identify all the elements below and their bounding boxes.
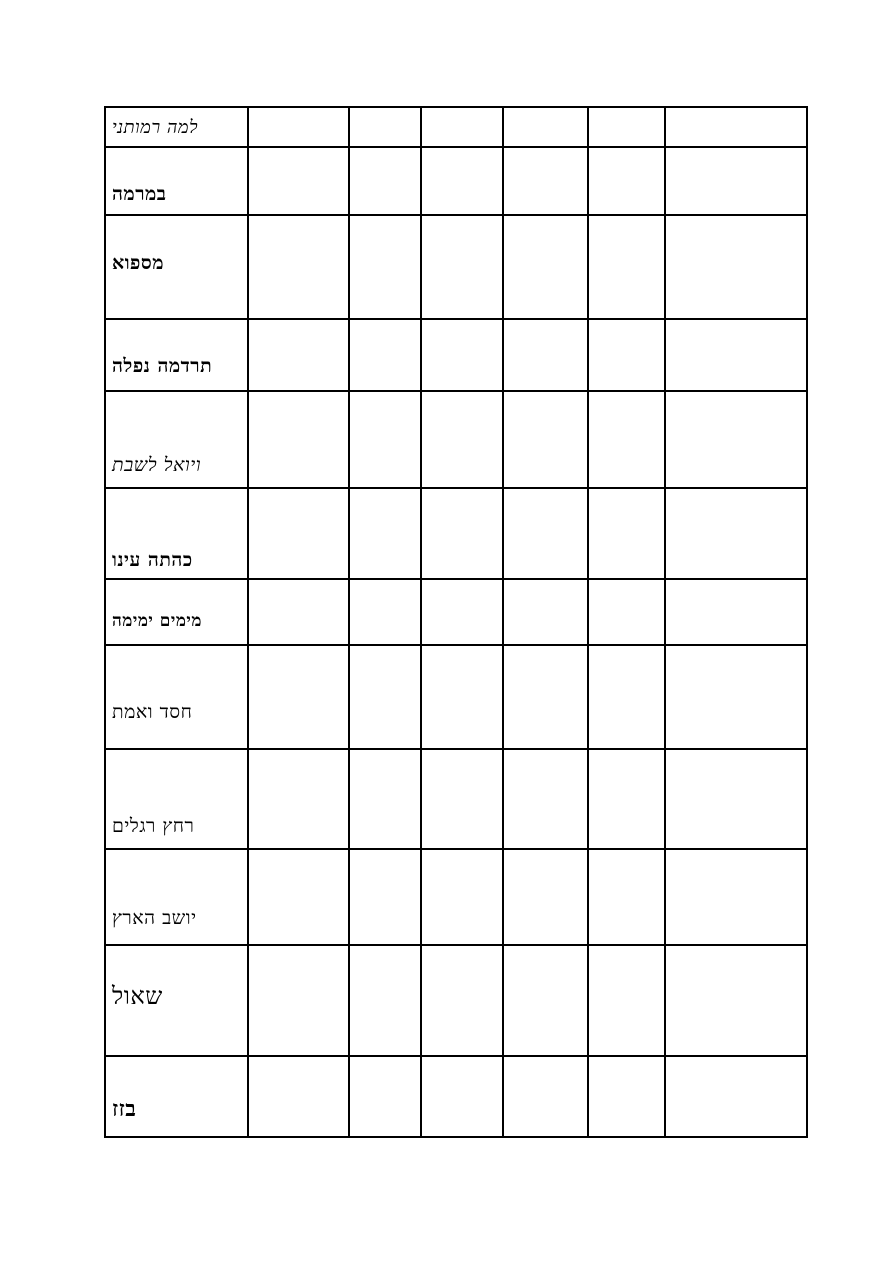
blank-cell[interactable] [349, 215, 421, 319]
blank-cell[interactable] [665, 391, 807, 488]
blank-cell[interactable] [665, 215, 807, 319]
blank-cell[interactable] [349, 645, 421, 749]
term-label: כהתה עינו [112, 549, 193, 571]
blank-cell[interactable] [248, 579, 349, 645]
blank-cell[interactable] [248, 849, 349, 945]
blank-cell[interactable] [665, 147, 807, 215]
vocabulary-table [104, 106, 808, 1138]
term-label: יושב הארץ [112, 907, 197, 929]
blank-cell[interactable] [421, 945, 503, 1056]
blank-cell[interactable] [665, 645, 807, 749]
blank-cell[interactable] [665, 488, 807, 579]
term-label: תרדמה נפלה [112, 355, 213, 377]
blank-cell[interactable] [503, 391, 588, 488]
blank-cell[interactable] [349, 579, 421, 645]
blank-cell[interactable] [248, 945, 349, 1056]
blank-cell[interactable] [248, 107, 349, 147]
blank-cell[interactable] [588, 488, 665, 579]
blank-cell[interactable] [421, 147, 503, 215]
term-cell [105, 645, 248, 749]
term-cell [105, 107, 248, 147]
blank-cell[interactable] [248, 749, 349, 849]
blank-cell[interactable] [503, 488, 588, 579]
blank-cell[interactable] [503, 849, 588, 945]
blank-cell[interactable] [665, 1056, 807, 1137]
blank-cell[interactable] [588, 107, 665, 147]
blank-cell[interactable] [503, 645, 588, 749]
term-label: בזז [112, 1096, 137, 1122]
blank-cell[interactable] [349, 945, 421, 1056]
table-row [105, 215, 807, 319]
blank-cell[interactable] [588, 319, 665, 391]
blank-cell[interactable] [503, 579, 588, 645]
term-cell [105, 945, 248, 1056]
term-cell [105, 391, 248, 488]
term-cell [105, 147, 248, 215]
term-label: ויואל לשבת [112, 454, 202, 476]
blank-cell[interactable] [248, 488, 349, 579]
table-row [105, 147, 807, 215]
blank-cell[interactable] [421, 579, 503, 645]
blank-cell[interactable] [503, 749, 588, 849]
blank-cell[interactable] [248, 215, 349, 319]
blank-cell[interactable] [421, 215, 503, 319]
term-label: מימים ימימה [112, 611, 202, 631]
blank-cell[interactable] [349, 488, 421, 579]
blank-cell[interactable] [421, 645, 503, 749]
table-row [105, 749, 807, 849]
worksheet [104, 106, 806, 1136]
blank-cell[interactable] [248, 645, 349, 749]
blank-cell[interactable] [421, 849, 503, 945]
table-row [105, 1056, 807, 1137]
term-cell [105, 579, 248, 645]
blank-cell[interactable] [421, 749, 503, 849]
table-row [105, 488, 807, 579]
blank-cell[interactable] [248, 319, 349, 391]
blank-cell[interactable] [503, 215, 588, 319]
blank-cell[interactable] [588, 645, 665, 749]
blank-cell[interactable] [665, 319, 807, 391]
term-cell [105, 749, 248, 849]
blank-cell[interactable] [421, 391, 503, 488]
term-label: למה רמותני [112, 116, 199, 138]
blank-cell[interactable] [349, 319, 421, 391]
blank-cell[interactable] [665, 749, 807, 849]
blank-cell[interactable] [588, 749, 665, 849]
blank-cell[interactable] [248, 147, 349, 215]
term-cell [105, 215, 248, 319]
blank-cell[interactable] [421, 1056, 503, 1137]
table-row [105, 391, 807, 488]
term-label: במרמה [112, 183, 167, 205]
blank-cell[interactable] [503, 945, 588, 1056]
term-cell [105, 1056, 248, 1137]
table-row [105, 849, 807, 945]
term-label: שאול [112, 982, 163, 1010]
blank-cell[interactable] [421, 319, 503, 391]
blank-cell[interactable] [588, 1056, 665, 1137]
table-row [105, 319, 807, 391]
blank-cell[interactable] [503, 147, 588, 215]
blank-cell[interactable] [588, 391, 665, 488]
blank-cell[interactable] [248, 391, 349, 488]
table-row [105, 579, 807, 645]
table-row [105, 107, 807, 147]
term-cell [105, 319, 248, 391]
term-label: מספוא [112, 252, 164, 274]
blank-cell[interactable] [665, 579, 807, 645]
blank-cell[interactable] [503, 1056, 588, 1137]
blank-cell[interactable] [349, 107, 421, 147]
blank-cell[interactable] [349, 391, 421, 488]
table-row [105, 645, 807, 749]
term-cell [105, 849, 248, 945]
blank-cell[interactable] [503, 107, 588, 147]
blank-cell[interactable] [588, 579, 665, 645]
blank-cell[interactable] [588, 945, 665, 1056]
blank-cell[interactable] [421, 488, 503, 579]
blank-cell[interactable] [588, 215, 665, 319]
blank-cell[interactable] [248, 1056, 349, 1137]
blank-cell[interactable] [665, 849, 807, 945]
blank-cell[interactable] [421, 107, 503, 147]
blank-cell[interactable] [349, 749, 421, 849]
blank-cell[interactable] [665, 107, 807, 147]
table-row [105, 945, 807, 1056]
term-label: רחץ רגלים [112, 815, 195, 837]
blank-cell[interactable] [503, 319, 588, 391]
blank-cell[interactable] [349, 849, 421, 945]
blank-cell[interactable] [665, 945, 807, 1056]
term-cell [105, 488, 248, 579]
blank-cell[interactable] [349, 147, 421, 215]
blank-cell[interactable] [588, 147, 665, 215]
blank-cell[interactable] [349, 1056, 421, 1137]
blank-cell[interactable] [588, 849, 665, 945]
term-label: חסד ואמת [112, 701, 193, 723]
